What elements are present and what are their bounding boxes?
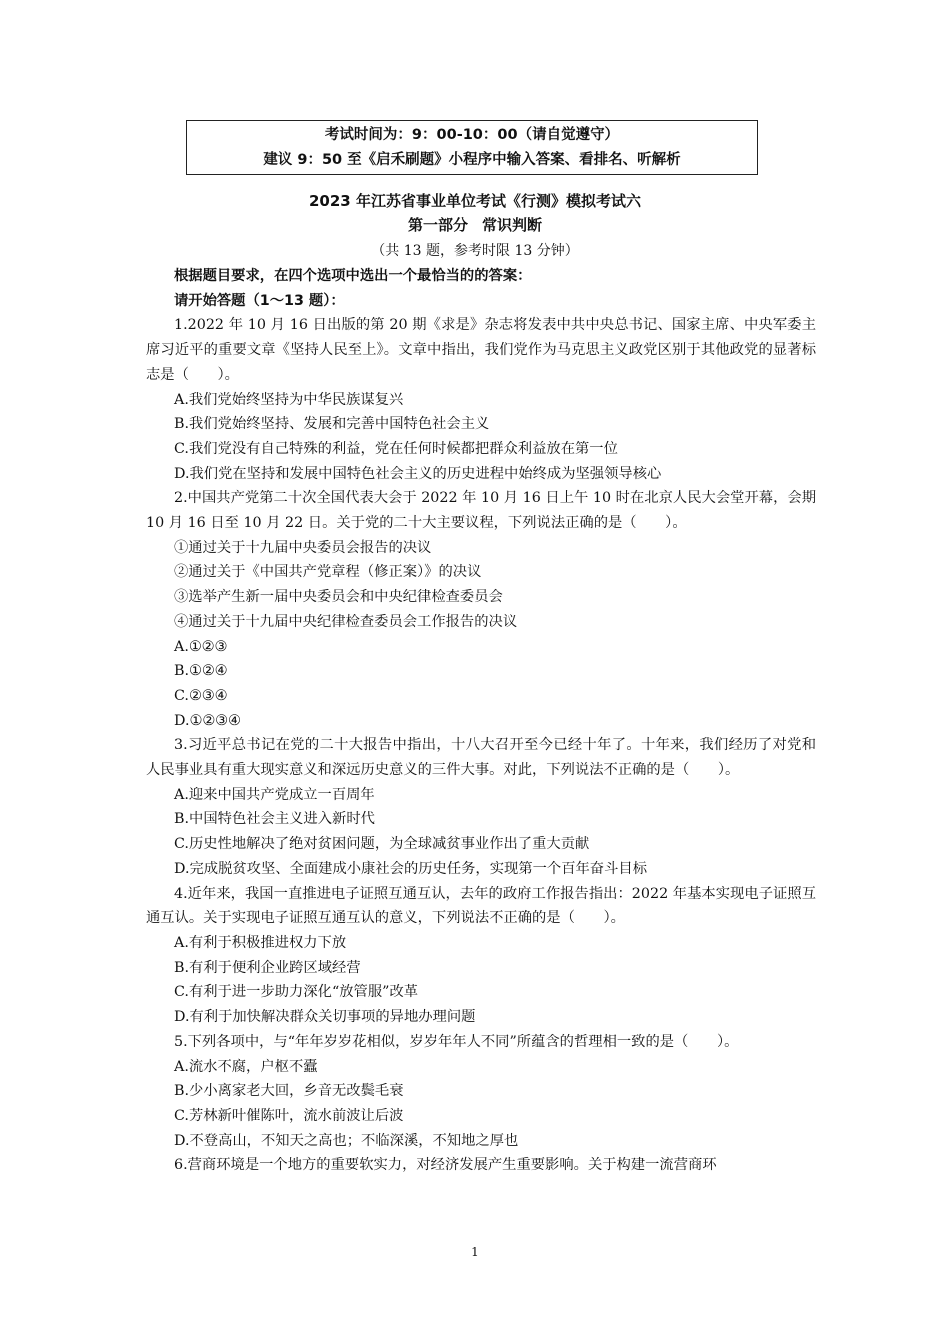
question-option: B.有利于便利企业跨区域经营 [174, 959, 361, 976]
question-option: B.少小离家老大回，乡音无改鬓毛衰 [174, 1083, 404, 1100]
instruction-text: 根据题目要求，在四个选项中选出一个最恰当的的答案： [174, 268, 532, 284]
exam-time-notice-box [186, 120, 758, 175]
question-stem: 5.下列各项中，与“年年岁岁花相似，岁岁年年人不同”所蕴含的哲理相一致的是（ ）。 [174, 1033, 739, 1050]
notice-line-1: 考试时间为：9：00-10：00（请自觉遵守） [324, 127, 620, 143]
part-topic: 常识判断 [482, 216, 543, 234]
question-option: A.我们党始终坚持为中华民族谋复兴 [174, 391, 404, 408]
question-option: D.有利于加快解决群众关切事项的异地办理问题 [174, 1009, 476, 1026]
part-subtitle: （共 13 题，参考时限 13 分钟） [371, 243, 579, 259]
question-option: C.我们党没有自己特殊的利益，党在任何时候都把群众利益放在第一位 [174, 440, 618, 457]
question-option: C.有利于进一步助力深化“放管服”改革 [174, 984, 419, 1001]
exam-title: 2023 年江苏省事业单位考试《行测》模拟考试六 [309, 192, 641, 210]
notice-line-2: 建议 9：50 至《启禾刷题》小程序中输入答案、看排名、听解析 [263, 152, 681, 168]
question-stem: 2.中国共产党第二十次全国代表大会于 2022 年 10 月 16 日上午 10 时在北京人民大会堂开幕，会期 10 月 16 日至 10 月 22 日。关于党的二十大主要议程，下列说法正确的是（ ）。 [146, 490, 816, 532]
question-option: D.完成脱贫攻坚、全面建成小康社会的历史任务，实现第一个百年奋斗目标 [174, 860, 647, 877]
question-item: ④通过关于十九届中央纪律检查委员会工作报告的决议 [174, 613, 518, 630]
question-option: B.中国特色社会主义进入新时代 [174, 811, 375, 828]
question-option: D.我们党在坚持和发展中国特色社会主义的历史进程中始终成为坚强领导核心 [174, 465, 662, 482]
question-stem: 3.习近平总书记在党的二十大报告中指出，十八大召开至今已经十年了。十年来，我们经历了对党和人民事业具有重大现实意义和深远历史意义的三件大事。对此，下列说法不正确的是（ ）。 [146, 737, 816, 779]
question-item: ③选举产生新一届中央委员会和中央纪律检查委员会 [174, 589, 503, 606]
question-option: B.①②④ [174, 663, 228, 680]
question-option: B.我们党始终坚持、发展和完善中国特色社会主义 [174, 416, 490, 433]
question-option: C.②③④ [174, 687, 228, 704]
question-body [146, 264, 816, 1178]
question-option: A.①②③ [174, 638, 228, 655]
page-number: 1 [471, 1245, 479, 1259]
question-item: ②通过关于《中国共产党章程（修正案）》的决议 [174, 564, 482, 581]
question-option: D.①②③④ [174, 712, 241, 729]
part-name: 第一部分 [407, 216, 468, 234]
question-stem: 4.近年来，我国一直推进电子证照互通互认，去年的政府工作报告指出：2022 年基本实现电子证照互通互认。关于实现电子证照互通互认的意义，下列说法不正确的是（ ）。 [146, 885, 816, 927]
question-option: D.不登高山，不知天之高也；不临深溪，不知地之厚也 [174, 1132, 519, 1149]
question-option: A.有利于积极推进权力下放 [174, 934, 347, 951]
question-item: ①通过关于十九届中央委员会报告的决议 [174, 539, 432, 556]
part-heading [0, 214, 950, 235]
question-option: C.历史性地解决了绝对贫困问题，为全球减贫事业作出了重大贡献 [174, 836, 590, 853]
start-text: 请开始答题（1～13 题）： [174, 292, 345, 309]
question-stem: 6.营商环境是一个地方的重要软实力，对经济发展产生重要影响。关于构建一流营商环 [174, 1157, 717, 1174]
question-option: C.芳林新叶催陈叶，流水前波让后波 [174, 1107, 404, 1124]
question-option: A.流水不腐，户枢不蠹 [174, 1058, 318, 1075]
question-stem: 1.2022 年 10 月 16 日出版的第 20 期《求是》杂志将发表中共中央总书记、国家主席、中央军委主席习近平的重要文章《坚持人民至上》。文章中指出，我们党作为马克思主义政党区别于其他政党的显著标志是（ ）。 [146, 317, 816, 383]
question-option: A.迎来中国共产党成立一百周年 [174, 786, 375, 803]
